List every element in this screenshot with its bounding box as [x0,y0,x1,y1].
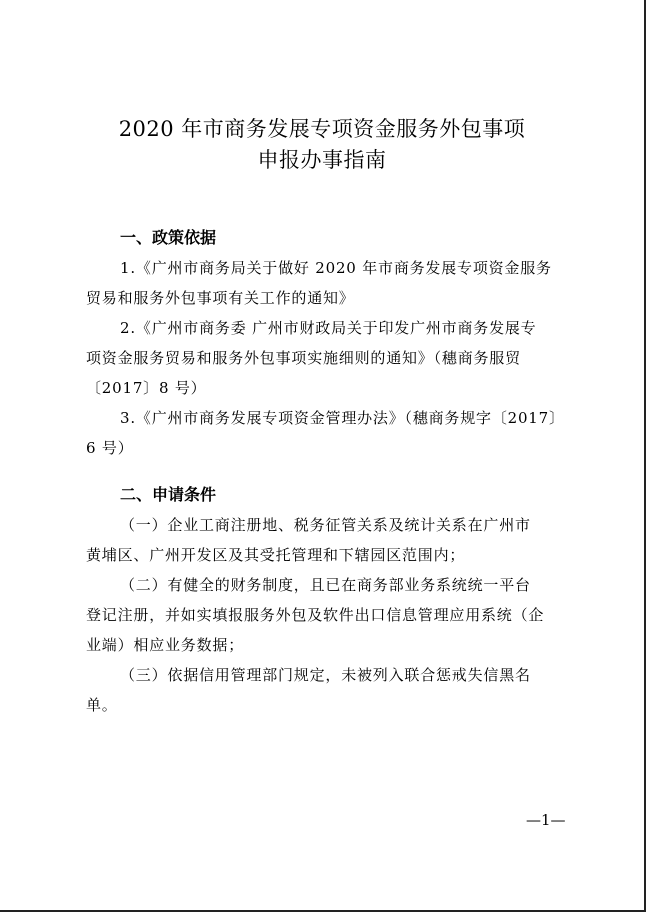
paragraph-line: （二）有健全的财务制度，且已在商务部业务系统统一平台 [120,576,531,594]
document-title-line-2: 申报办事指南 [257,148,387,172]
document-title-line-1: 2020 年市商务发展专项资金服务外包事项 [118,117,526,141]
paragraph-line: 黄埔区、广州开发区及其受托管理和下辖园区范围内； [86,546,466,564]
paragraph-line: 单。 [86,696,118,714]
paragraph-line: 2.《广州市商务委 广州市财政局关于印发广州市商务发展专 [120,319,537,337]
section-heading-policy-basis: 一、政策依据 [120,228,217,247]
paragraph-line: （三）依据信用管理部门规定，未被列入联合惩戒失信黑名 [120,666,531,684]
paragraph-line: 登记注册，并如实填报服务外包及软件出口信息管理应用系统（企 [86,606,545,624]
paragraph-line: 6 号） [86,439,134,457]
paragraph-line: 业端）相应业务数据； [86,636,245,654]
paragraph-line: （一）企业工商注册地、税务征管关系及统计关系在广州市 [120,516,531,534]
paragraph-line: 1.《广州市商务局关于做好 2020 年市商务发展专项资金服务 [120,259,552,277]
section-heading-application-conditions: 二、申请条件 [120,485,217,504]
paragraph-line: 〔2017〕8 号） [86,379,207,397]
page-number: —1— [526,811,566,829]
paragraph-line: 3.《广州市商务发展专项资金管理办法》（穗商务规字〔2017〕 [120,409,565,427]
paragraph-line: 贸易和服务外包事项有关工作的通知》 [86,289,355,307]
paragraph-line: 项资金服务贸易和服务外包事项实施细则的通知》（穗商务服贸 [86,349,521,367]
